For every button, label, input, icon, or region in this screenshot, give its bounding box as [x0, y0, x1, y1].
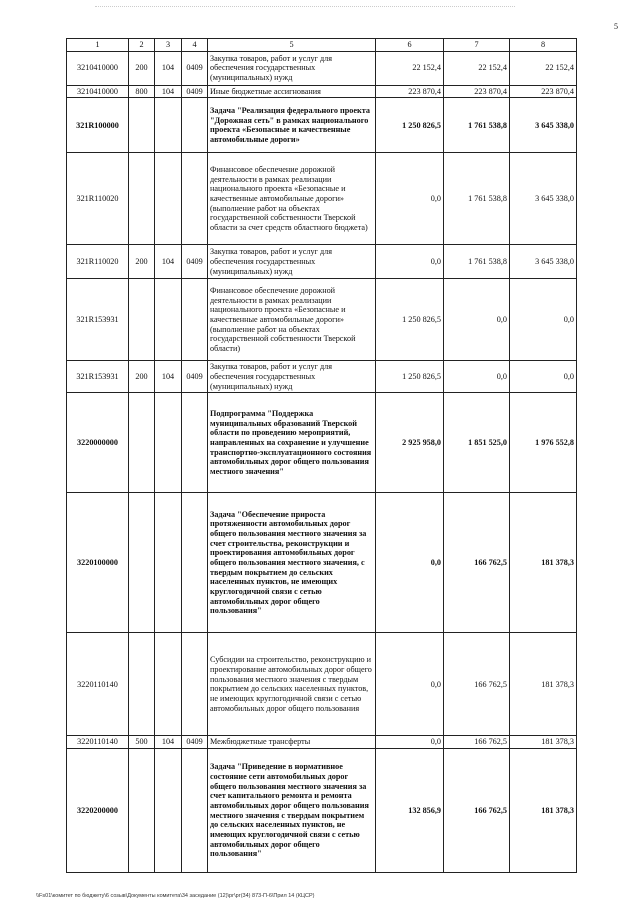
amount-cell-col7: 1 761 538,8: [444, 98, 510, 153]
amount-cell-col7: 166 762,5: [444, 493, 510, 633]
amount-cell-col8: 3 645 338,0: [510, 153, 577, 245]
cell-col2: [129, 749, 155, 873]
cell-col3: [155, 98, 182, 153]
table-row: [67, 633, 577, 736]
amount-cell-col8: 0,0: [510, 361, 577, 393]
amount-cell-col8: 181 378,3: [510, 736, 577, 749]
description-cell: Финансовое обеспечение дорожной деятельности в рамках реализации национального проекта «Безопасные и качественные автомобильные дороги» (выполнение работ на объектах государственной собственности Тверской области за счет средств областного бюджета): [208, 153, 376, 245]
amount-cell-col6: 1 250 826,5: [376, 279, 444, 361]
cell-col4: [182, 749, 208, 873]
amount-cell-col8: 181 378,3: [510, 493, 577, 633]
amount-cell-col8: 3 645 338,0: [510, 98, 577, 153]
amount-cell-col6: 22 152,4: [376, 51, 444, 85]
description-cell: Закупка товаров, работ и услуг для обеспечения государственных (муниципальных) нужд: [208, 51, 376, 85]
amount-cell-col7: 1 761 538,8: [444, 245, 510, 279]
cell-col4: [182, 633, 208, 736]
cell-col4: 0409: [182, 245, 208, 279]
cell-col3: [155, 153, 182, 245]
amount-cell-col8: 181 378,3: [510, 633, 577, 736]
table-row: [67, 153, 577, 245]
header-cell: 8: [510, 39, 577, 52]
cell-col3: [155, 633, 182, 736]
amount-cell-col7: 0,0: [444, 279, 510, 361]
amount-cell-col7: 166 762,5: [444, 633, 510, 736]
header-cell: 2: [129, 39, 155, 52]
amount-cell-col6: 223 870,4: [376, 85, 444, 98]
table-header-row: [67, 39, 577, 52]
cell-col3: 104: [155, 85, 182, 98]
amount-cell-col6: 0,0: [376, 736, 444, 749]
cell-col3: 104: [155, 736, 182, 749]
amount-cell-col8: 0,0: [510, 279, 577, 361]
table-row: [67, 98, 577, 153]
cell-col4: [182, 393, 208, 493]
table-row: [67, 736, 577, 749]
cell-col3: 104: [155, 361, 182, 393]
header-cell: 6: [376, 39, 444, 52]
code-cell: 321R100000: [67, 98, 129, 153]
cell-col4: [182, 153, 208, 245]
cell-col4: 0409: [182, 51, 208, 85]
amount-cell-col8: 3 645 338,0: [510, 245, 577, 279]
cell-col2: [129, 393, 155, 493]
cell-col4: [182, 279, 208, 361]
table-row: [67, 51, 577, 85]
amount-cell-col8: 1 976 552,8: [510, 393, 577, 493]
amount-cell-col6: 1 250 826,5: [376, 361, 444, 393]
table-row: [67, 85, 577, 98]
table-row: [67, 493, 577, 633]
description-cell: Закупка товаров, работ и услуг для обеспечения государственных (муниципальных) нужд: [208, 245, 376, 279]
code-cell: 3210410000: [67, 85, 129, 98]
cell-col4: [182, 493, 208, 633]
table-row: [67, 245, 577, 279]
cell-col4: 0409: [182, 736, 208, 749]
cell-col4: 0409: [182, 361, 208, 393]
cell-col2: 800: [129, 85, 155, 98]
amount-cell-col8: 181 378,3: [510, 749, 577, 873]
page-number: 5: [614, 22, 618, 31]
cell-col2: [129, 279, 155, 361]
amount-cell-col6: 1 250 826,5: [376, 98, 444, 153]
file-path-footer: \\Fs01\комитет по бюджету\6 созыв\Документы комитета\34 заседание (12)\рг\рг(34) 873-П-6\Прил 14 (КЦСР): [36, 893, 315, 899]
amount-cell-col7: 223 870,4: [444, 85, 510, 98]
header-cell: 7: [444, 39, 510, 52]
description-cell: Финансовое обеспечение дорожной деятельности в рамках реализации национального проекта «Безопасные и качественные автомобильные дороги» (выполнение работ на объектах государственной собственности Тверской области): [208, 279, 376, 361]
cell-col3: [155, 393, 182, 493]
code-cell: 321R110020: [67, 245, 129, 279]
cell-col3: 104: [155, 51, 182, 85]
cell-col3: 104: [155, 245, 182, 279]
amount-cell-col7: 0,0: [444, 361, 510, 393]
amount-cell-col6: 0,0: [376, 493, 444, 633]
amount-cell-col8: 22 152,4: [510, 51, 577, 85]
code-cell: 3220200000: [67, 749, 129, 873]
header-cell: 4: [182, 39, 208, 52]
cell-col4: [182, 98, 208, 153]
table-row: [67, 393, 577, 493]
cell-col3: [155, 749, 182, 873]
description-cell: Закупка товаров, работ и услуг для обеспечения государственных (муниципальных) нужд: [208, 361, 376, 393]
cell-col2: [129, 98, 155, 153]
code-cell: 3220000000: [67, 393, 129, 493]
code-cell: 3220100000: [67, 493, 129, 633]
code-cell: 3210410000: [67, 51, 129, 85]
description-cell: Задача "Реализация федерального проекта "Дорожная сеть" в рамках национального проекта «Безопасные и качественные автомобильные дороги»: [208, 98, 376, 153]
amount-cell-col6: 132 856,9: [376, 749, 444, 873]
cell-col4: 0409: [182, 85, 208, 98]
amount-cell-col8: 223 870,4: [510, 85, 577, 98]
cell-col3: [155, 493, 182, 633]
cell-col2: 200: [129, 245, 155, 279]
amount-cell-col7: 166 762,5: [444, 736, 510, 749]
description-cell: Задача "Приведение в нормативное состояние сети автомобильных дорог общего пользования местного значения за счет капитального ремонта и ремонта автомобильных дорог общего пользования местного значения с твердым покрытием до сельских населенных пунктов, не имеющих круглогодичной связи с сетью автомобильных дорог общего пользования": [208, 749, 376, 873]
amount-cell-col6: 0,0: [376, 633, 444, 736]
cell-col2: 500: [129, 736, 155, 749]
amount-cell-col7: 1 761 538,8: [444, 153, 510, 245]
header-cell: 1: [67, 39, 129, 52]
code-cell: 321R153931: [67, 279, 129, 361]
cell-col2: 200: [129, 361, 155, 393]
table-row: [67, 749, 577, 873]
code-cell: 3220110140: [67, 736, 129, 749]
cell-col2: [129, 153, 155, 245]
description-cell: Межбюджетные трансферты: [208, 736, 376, 749]
table-row: [67, 279, 577, 361]
description-cell: Иные бюджетные ассигнования: [208, 85, 376, 98]
description-cell: Подпрограмма "Поддержка муниципальных образований Тверской области по проведению мероприятий, направленных на сохранение и улучшение транспортно-эксплуатационного состояния автомобильных дорог общего пользования местного значения": [208, 393, 376, 493]
cell-col2: [129, 633, 155, 736]
scan-artifact-line: [95, 6, 515, 9]
code-cell: 3220110140: [67, 633, 129, 736]
code-cell: 321R110020: [67, 153, 129, 245]
description-cell: Задача "Обеспечение прироста протяженности автомобильных дорог общего пользования местного значения за счет строительства, реконструкции и проектирования автомобильных дорог общего пользования местного значения, с твердым покрытием до сельских населенных пунктов, не имеющих круглогодичной связи с сетью автомобильных дорог общего пользования": [208, 493, 376, 633]
table-row: [67, 361, 577, 393]
budget-table: [66, 38, 577, 873]
cell-col2: 200: [129, 51, 155, 85]
amount-cell-col6: 2 925 958,0: [376, 393, 444, 493]
amount-cell-col6: 0,0: [376, 153, 444, 245]
amount-cell-col6: 0,0: [376, 245, 444, 279]
header-cell: 5: [208, 39, 376, 52]
header-cell: 3: [155, 39, 182, 52]
amount-cell-col7: 1 851 525,0: [444, 393, 510, 493]
description-cell: Субсидии на строительство, реконструкцию и проектирование автомобильных дорог общего пользования местного значения с твердым покрытием до сельских населенных пунктов, не имеющих круглогодичной связи с сетью автомобильных дорог общего пользования: [208, 633, 376, 736]
cell-col2: [129, 493, 155, 633]
amount-cell-col7: 22 152,4: [444, 51, 510, 85]
cell-col3: [155, 279, 182, 361]
code-cell: 321R153931: [67, 361, 129, 393]
amount-cell-col7: 166 762,5: [444, 749, 510, 873]
